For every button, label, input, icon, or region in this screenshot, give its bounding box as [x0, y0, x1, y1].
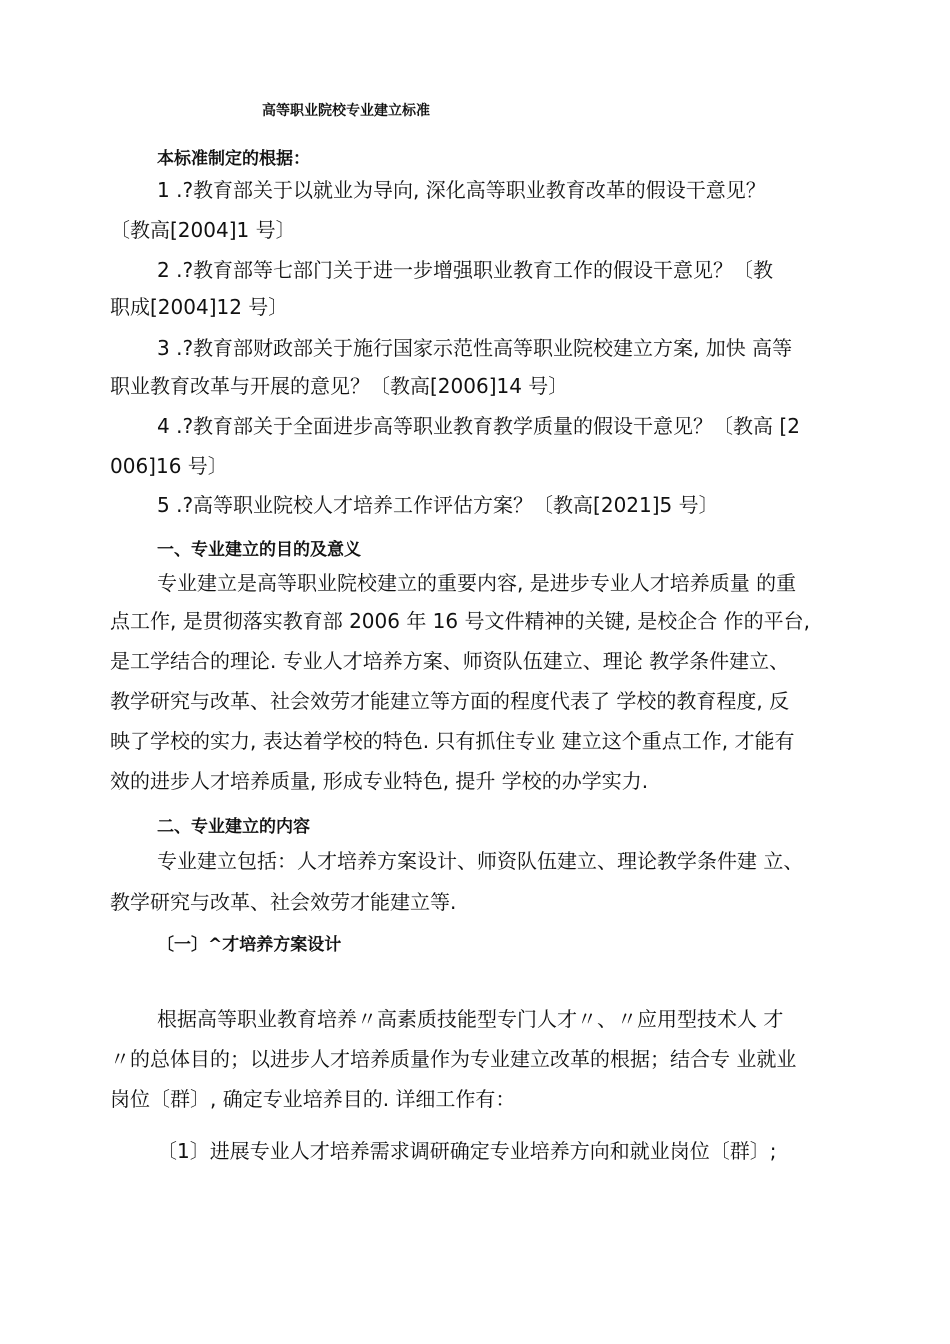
subsection1-heading: 〔一〕^才培养方案设计: [157, 935, 342, 955]
section1-line: 是工学结合的理论. 专业人才培养方案、师资队伍建立、理论 教学条件建立、: [110, 649, 790, 673]
basis-item-1-line2: 〔教高[2004]1 号〕: [110, 218, 296, 242]
section2-line: 专业建立包括：人才培养方案设计、师资队伍建立、理论教学条件建 立、: [157, 849, 804, 873]
section1-line: 点工作, 是贯彻落实教育部 2006 年 16 号文件精神的关键, 是校企合 作的平台,: [110, 609, 810, 633]
section1-line: 映了学校的实力, 表达着学校的特色. 只有抓住专业 建立这个重点工作, 才能有: [110, 729, 795, 753]
subsection1-item-1: 〔1〕进展专业人才培养需求调研确定专业培养方向和就业岗位〔群〕;: [157, 1139, 777, 1163]
section1-line: 专业建立是高等职业院校建立的重要内容, 是进步专业人才培养质量 的重: [157, 571, 797, 595]
section1-line: 教学研究与改革、社会效劳才能建立等方面的程度代表了 学校的教育程度, 反: [110, 689, 790, 713]
document-title: 高等职业院校专业建立标准: [262, 103, 430, 119]
section2-heading: 二、专业建立的内容: [157, 817, 310, 837]
basis-item-3-line1: 3 .?教育部财政部关于施行国家示范性高等职业院校建立方案, 加快 高等: [157, 336, 793, 360]
basis-item-2-line1: 2 .?教育部等七部门关于进一步增强职业教育工作的假设干意见？〔教: [157, 258, 774, 282]
basis-item-5-line1: 5 .?高等职业院校人才培养工作评估方案？〔教高[2021]5 号〕: [157, 493, 719, 517]
subsection1-line: 根据高等职业教育培养〃高素质技能型专门人才〃、〃应用型技术人 才: [157, 1007, 784, 1031]
basis-item-2-line2: 职成[2004]12 号〕: [110, 295, 289, 319]
section1-line: 效的进步人才培养质量, 形成专业特色, 提升 学校的办学实力.: [110, 769, 649, 793]
section2-line: 教学研究与改革、社会效劳才能建立等.: [110, 890, 457, 914]
subsection1-line: 岗位〔群〕, 确定专业培养目的. 详细工作有：: [110, 1087, 516, 1111]
basis-item-3-line2: 职业教育改革与开展的意见？〔教高[2006]14 号〕: [110, 374, 569, 398]
subsection1-line: 〃的总体目的；以进步人才培养质量作为专业建立改革的根据；结合专 业就业: [110, 1047, 797, 1071]
basis-item-4-line1: 4 .?教育部关于全面进步高等职业教育教学质量的假设干意见？〔教高 [2: [157, 414, 800, 438]
basis-item-4-line2: 006]16 号〕: [110, 454, 228, 478]
basis-heading: 本标准制定的根据：: [157, 149, 310, 169]
section1-heading: 一、专业建立的目的及意义: [157, 540, 361, 560]
basis-item-1-line1: 1 .?教育部关于以就业为导向, 深化高等职业教育改革的假设干意见？: [157, 178, 766, 202]
